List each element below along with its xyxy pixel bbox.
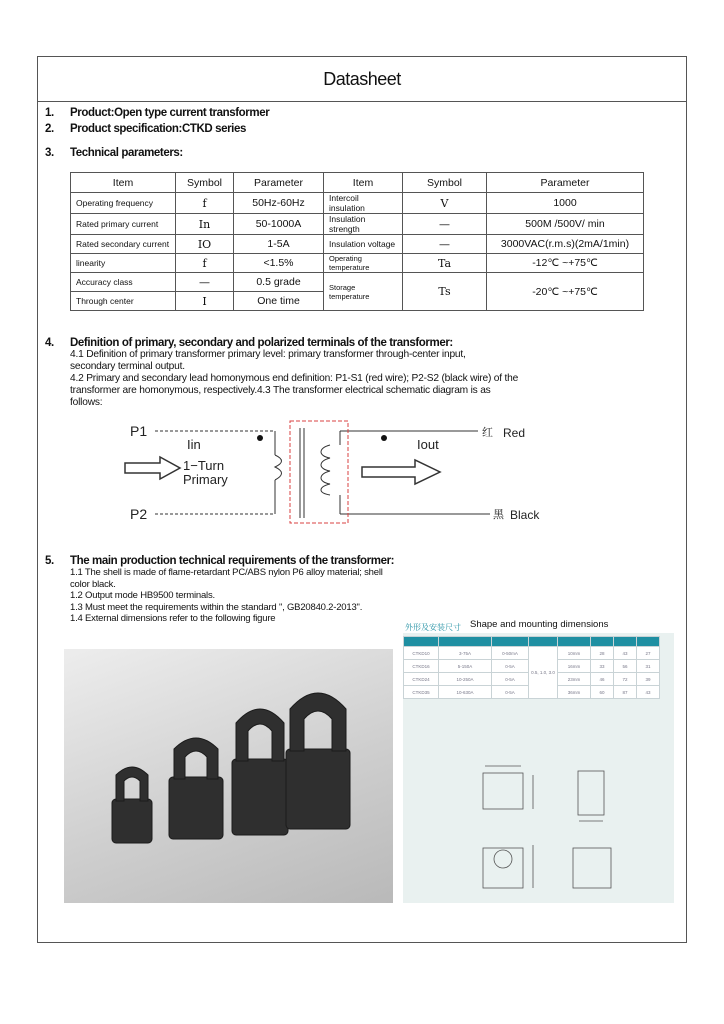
dimension-table xyxy=(403,636,660,699)
product-photo xyxy=(64,649,393,903)
ct-product-illustration xyxy=(64,649,393,903)
col-symbol-left: Symbol xyxy=(176,173,234,193)
transformer-box xyxy=(290,421,348,523)
drawing-aperture xyxy=(494,850,512,868)
section-5-line: 1.2 Output mode HB9500 terminals. xyxy=(70,590,215,601)
dim-model: CTKD16 xyxy=(404,660,439,673)
cell-param: -12℃ ~+75℃ xyxy=(487,254,644,273)
cell-item: Rated primary current xyxy=(71,214,176,235)
section-2-number: 2. xyxy=(45,123,54,135)
dim-f: 72 xyxy=(614,673,637,686)
dimension-table-header xyxy=(404,637,660,647)
cell-param: One time xyxy=(234,292,324,311)
dim-primary: 3-75A xyxy=(439,647,492,660)
section-4-line: follows: xyxy=(70,397,103,408)
section-4-line: 4.1 Definition of primary transformer primary level: primary transformer through-center input, xyxy=(70,349,466,360)
secondary-coil xyxy=(321,445,330,495)
dim-e: 33 xyxy=(591,660,614,673)
dim-primary: 10-630A xyxy=(439,686,492,699)
label-primary: Primary xyxy=(183,472,228,487)
polarity-dot-secondary xyxy=(381,435,387,441)
dim-secondary: 0-5A xyxy=(492,660,529,673)
cell-param: 1000 xyxy=(487,193,644,214)
ct-large-body xyxy=(232,759,288,835)
section-5-line: 1.3 Must meet the requirements within the standard ", GB20840.2-2013". xyxy=(70,601,363,613)
cell-param: 50-1000A xyxy=(234,214,324,235)
cell-item: Through center xyxy=(71,292,176,311)
col-symbol-right: Symbol xyxy=(403,173,487,193)
section-5-line: 1.1 The shell is made of flame-retardant PC/ABS nylon P6 alloy material; shell xyxy=(70,567,383,578)
primary-coil xyxy=(275,455,282,480)
label-p1: P1 xyxy=(130,423,148,439)
section-5-body xyxy=(70,567,383,625)
col-item-left: Item xyxy=(71,173,176,193)
dim-d: 23mm xyxy=(558,673,591,686)
cell-symbol: — xyxy=(403,214,487,235)
section-4-number: 4. xyxy=(45,337,54,349)
output-arrow xyxy=(362,460,440,484)
cell-param: 1-5A xyxy=(234,235,324,254)
cell-item: Rated secondary current xyxy=(71,235,176,254)
cell-item: Accuracy class xyxy=(71,273,176,292)
dim-e: 60 xyxy=(591,686,614,699)
col-param-right: Parameter xyxy=(487,173,644,193)
label-p2: P2 xyxy=(130,506,148,522)
section-4-line: transformer are homonymous, respectively.4.3 The transformer electrical schematic diagram is as xyxy=(70,385,491,396)
section-1-text: Product:Open type current transformer xyxy=(70,107,270,119)
input-arrow xyxy=(125,457,180,479)
cell-param: -20℃ ~+75℃ xyxy=(487,273,644,311)
section-5-number: 5. xyxy=(45,555,54,567)
section-2-text: Product specification:CTKD series xyxy=(70,123,246,135)
label-iin: Iin xyxy=(187,437,201,452)
cell-symbol: — xyxy=(403,235,487,254)
dim-model: CTKD24 xyxy=(404,673,439,686)
dim-f: 56 xyxy=(614,660,637,673)
cell-item: Operating temperature xyxy=(324,254,403,273)
col-item-right: Item xyxy=(324,173,403,193)
cell-symbol: f xyxy=(176,193,234,214)
section-5 xyxy=(45,555,395,567)
section-4-line: secondary terminal output. xyxy=(70,361,185,372)
cell-param: 500M /500V/ min xyxy=(487,214,644,235)
label-iout: Iout xyxy=(417,437,439,452)
cell-symbol: V xyxy=(403,193,487,214)
dimension-caption-cn: 外形及安装尺寸 xyxy=(405,623,461,632)
dim-d: 36mm xyxy=(558,686,591,699)
cell-symbol: Ta xyxy=(403,254,487,273)
dim-primary: 5-150A xyxy=(439,660,492,673)
label-red: Red xyxy=(503,426,526,440)
dim-g: 39 xyxy=(637,673,660,686)
cell-item: Insulation voltage xyxy=(324,235,403,254)
section-3-number: 3. xyxy=(45,147,54,159)
cell-item: Storage temperature xyxy=(324,273,403,311)
cell-item: linearity xyxy=(71,254,176,273)
dim-d: 10mm xyxy=(558,647,591,660)
dim-secondary: 0-50mA xyxy=(492,647,529,660)
dim-e: 28 xyxy=(591,647,614,660)
section-5-line: color black. xyxy=(70,578,116,590)
cell-symbol: f xyxy=(176,254,234,273)
dim-e: 46 xyxy=(591,673,614,686)
section-3-text: Technical parameters: xyxy=(70,147,183,159)
cell-param: <1.5% xyxy=(234,254,324,273)
dim-secondary: 0-5A xyxy=(492,686,529,699)
dim-g: 31 xyxy=(637,660,660,673)
col-param-left: Parameter xyxy=(234,173,324,193)
cell-item: Intercoil insulation xyxy=(324,193,403,214)
polarity-dot-primary xyxy=(257,435,263,441)
dim-g: 27 xyxy=(637,647,660,660)
cell-symbol: — xyxy=(176,273,234,292)
dim-accuracy: 0.5, 1.0, 3.0 xyxy=(529,647,558,699)
section-5-line: 1.4 External dimensions refer to the following figure xyxy=(70,613,276,624)
ct-xlarge-clamp xyxy=(290,693,346,751)
drawing-iso-view xyxy=(573,848,611,888)
dim-d: 16mm xyxy=(558,660,591,673)
drawing-side-view xyxy=(578,771,604,815)
section-4-line: 4.2 Primary and secondary lead homonymous end definition: P1-S1 (red wire); P2-S2 (black wire) of the xyxy=(70,373,519,384)
dim-f: 87 xyxy=(614,686,637,699)
ct-medium-body xyxy=(169,777,223,839)
dimension-caption: Shape and mounting dimensions xyxy=(470,619,609,630)
dimension-row xyxy=(404,647,660,660)
ct-medium-clamp xyxy=(174,738,218,779)
dim-secondary: 0-5A xyxy=(492,673,529,686)
section-4-text: Definition of primary, secondary and polarized terminals of the transformer: xyxy=(70,337,453,349)
ct-small-clamp xyxy=(116,767,148,801)
dim-model: CTKD10 xyxy=(404,647,439,660)
label-black: Black xyxy=(510,508,540,522)
cell-symbol: Ts xyxy=(403,273,487,311)
cell-symbol: In xyxy=(176,214,234,235)
ct-xlarge-body xyxy=(286,749,350,829)
cell-param: 3000VAC(r.m.s)(2mA/1min) xyxy=(487,235,644,254)
cell-param: 0.5 grade xyxy=(234,273,324,292)
label-1-turn: 1−Turn xyxy=(183,458,225,473)
dim-primary: 10-250A xyxy=(439,673,492,686)
section-5-text: The main production technical requirements of the transformer: xyxy=(70,555,395,567)
drawing-front-view xyxy=(483,773,523,809)
ct-small-body xyxy=(112,799,152,843)
dim-g: 43 xyxy=(637,686,660,699)
label-red-cn: 红 xyxy=(482,427,493,439)
label-black-cn: 黑 xyxy=(493,509,504,521)
cell-item: Operating frequency xyxy=(71,193,176,214)
dim-f: 43 xyxy=(614,647,637,660)
ct-large-clamp xyxy=(236,709,284,761)
cell-param: 50Hz-60Hz xyxy=(234,193,324,214)
cell-symbol: IO xyxy=(176,235,234,254)
cell-item: Insulation strength xyxy=(324,214,403,235)
cell-symbol: I xyxy=(176,292,234,311)
page-title: Datasheet xyxy=(38,57,686,102)
dim-model: CTKD35 xyxy=(404,686,439,699)
section-1-number: 1. xyxy=(45,107,54,119)
